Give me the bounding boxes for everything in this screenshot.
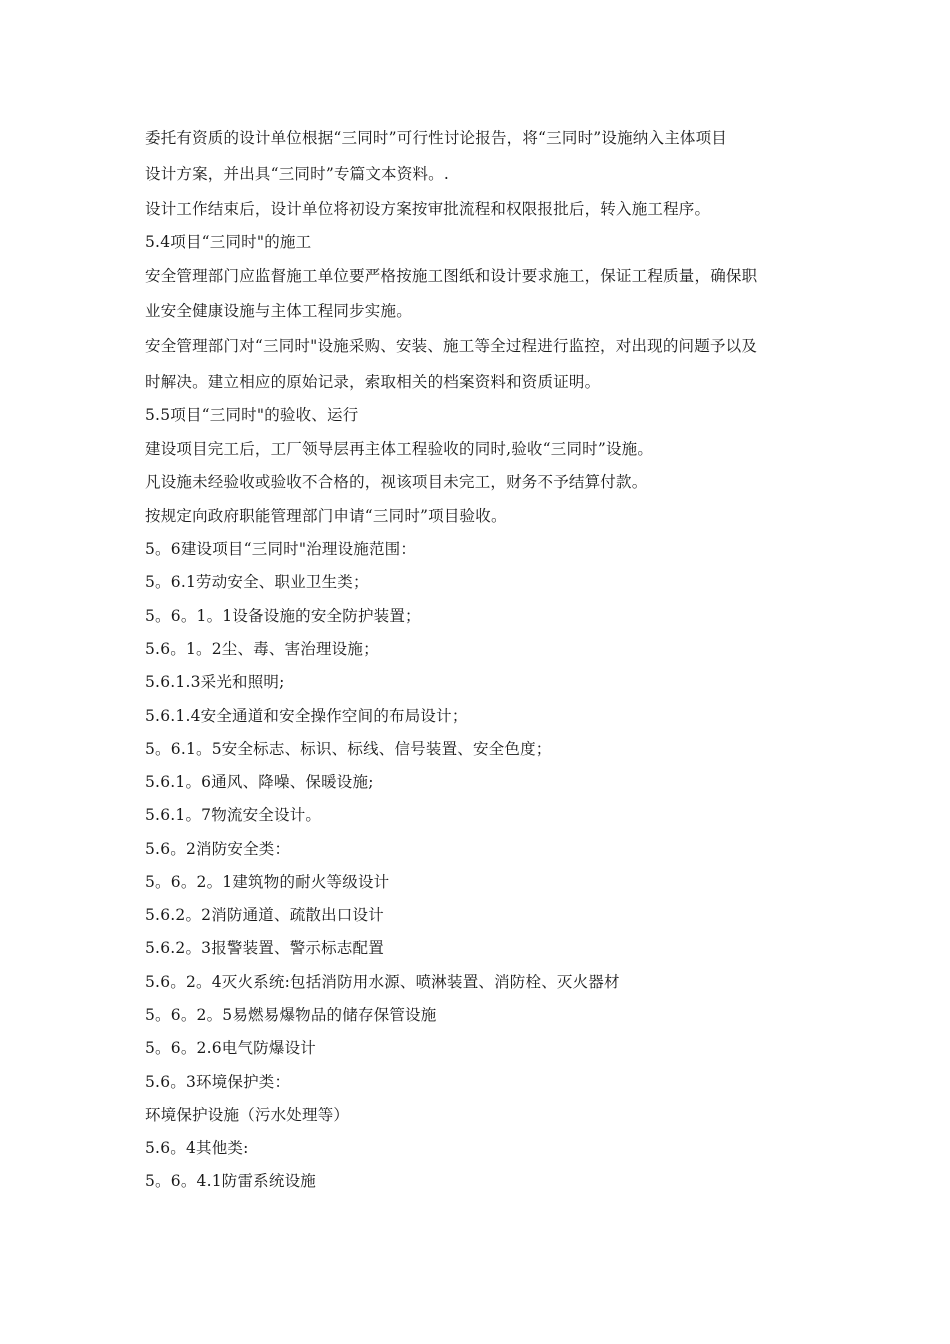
paragraph-line: 时解决。建立相应的原始记录，索取相关的档案资料和资质证明。 [145,373,601,391]
list-item: 5.6.2。3报警装置、警示标志配置 [145,939,384,957]
paragraph-line: 按规定向政府职能管理部门申请“三同时”项目验收。 [145,507,507,525]
list-item: 5。6。4.1防雷系统设施 [145,1172,316,1190]
list-item: 5.6.1.3采光和照明; [145,673,285,691]
list-item: 5。6。2。5易燃易爆物品的储存保管设施 [145,1006,437,1024]
paragraph-line: 凡设施未经验收或验收不合格的，视该项目未完工，财务不予结算付款。 [145,473,648,491]
list-item: 5.6。2消防安全类： [145,840,291,858]
section-heading: 5.4项目“三同时"的施工 [145,233,312,251]
section-heading: 5。6建设项目“三同时"治理设施范围： [145,540,417,558]
list-item: 5.6。4其他类: [145,1139,249,1157]
paragraph-line: 建设项目完工后，工厂领导层再主体工程验收的同时,验收“三同时”设施。 [145,440,654,458]
list-item: 5.6.1。6通风、降噪、保暖设施; [145,773,374,791]
list-item: 5.6.2。2消防通道、疏散出口设计 [145,906,384,924]
list-item: 5。6.1劳动安全、职业卫生类； [145,573,369,591]
paragraph-line: 安全管理部门对“三同时"设施采购、安装、施工等全过程进行监控，对出现的问题予以及 [145,337,758,355]
paragraph-line: 委托有资质的设计单位根据“三同时”可行性讨论报告，将“三同时”设施纳入主体项目 [145,129,727,147]
list-item: 5.6.1.4安全通道和安全操作空间的布局设计； [145,707,468,725]
list-item: 5.6。3环境保护类： [145,1073,291,1091]
paragraph-line: 设计工作结束后，设计单位将初设方案按审批流程和权限报批后，转入施工程序。 [145,200,711,218]
paragraph-line: 安全管理部门应监督施工单位要严格按施工图纸和设计要求施工，保证工程质量，确保职 [145,267,758,285]
paragraph-line: 设计方案，并出具“三同时”专篇文本资料。. [145,165,449,183]
list-item: 5。6.1。5安全标志、标识、标线、信号装置、安全色度； [145,740,552,758]
list-item: 环境保护设施（污水处理等） [145,1106,350,1124]
list-item: 5。6。2.6电气防爆设计 [145,1039,316,1057]
list-item: 5。6。1。1设备设施的安全防护装置； [145,607,421,625]
list-item: 5.6。2。4灭火系统:包括消防用水源、喷淋装置、消防栓、灭火器材 [145,973,620,991]
section-heading: 5.5项目“三同时"的验收、运行 [145,406,359,424]
list-item: 5.6.1。7物流安全设计。 [145,806,322,824]
list-item: 5.6。1。2尘、毒、害治理设施； [145,640,379,658]
list-item: 5。6。2。1建筑物的耐火等级设计 [145,873,390,891]
paragraph-line: 业安全健康设施与主体工程同步实施。 [145,302,412,320]
